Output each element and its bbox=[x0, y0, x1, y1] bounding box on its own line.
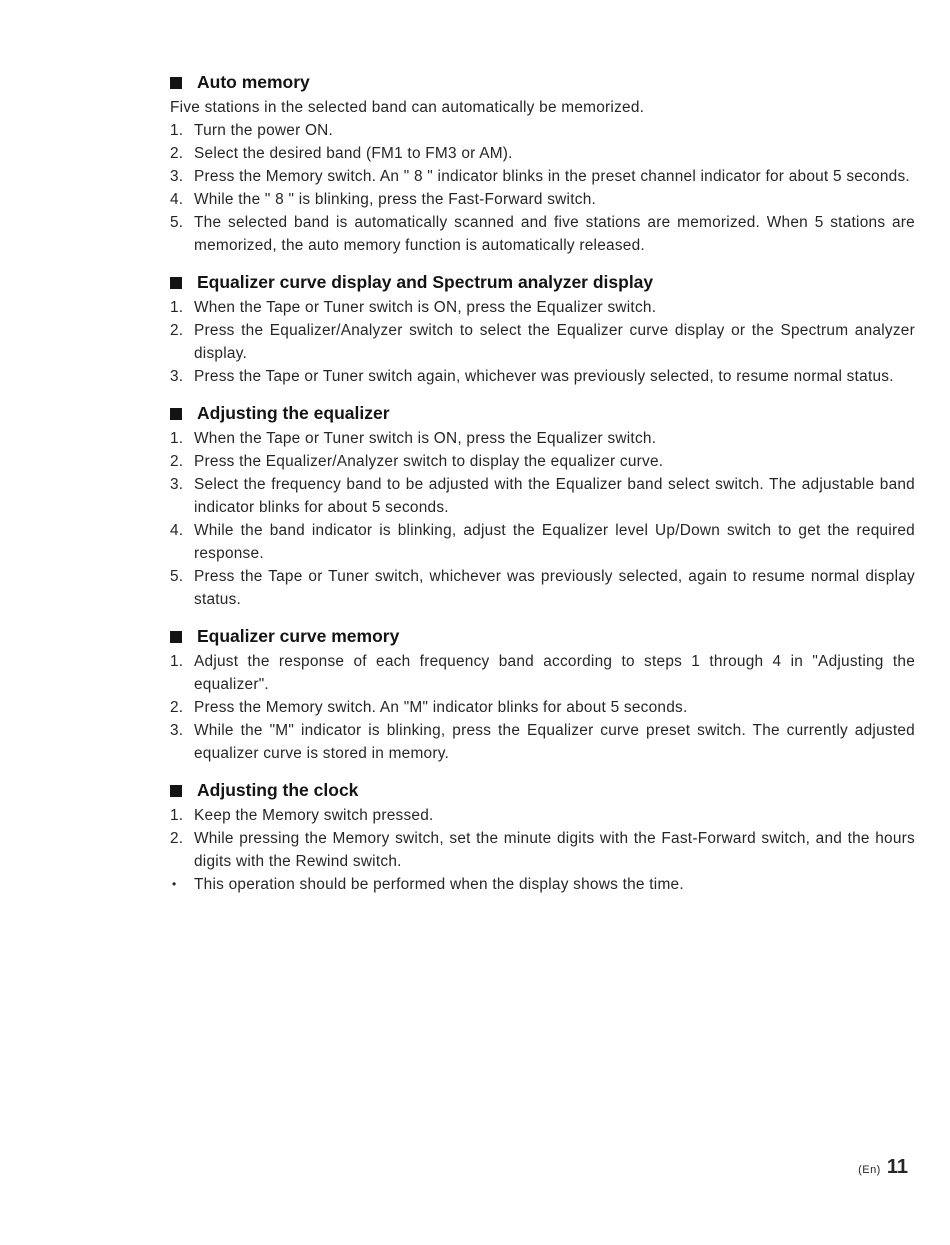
section-intro: Five stations in the selected band can automatically be memorized. bbox=[170, 99, 645, 116]
step-number: 4. bbox=[170, 522, 184, 539]
step-number: 2. bbox=[170, 145, 184, 162]
note-item bbox=[170, 873, 915, 896]
step-text: Press the Memory switch. An "M" indicator blinks for about 5 seconds. bbox=[194, 699, 688, 716]
step-number: 3. bbox=[170, 722, 184, 739]
heading-text: Adjusting the equalizer bbox=[197, 403, 390, 423]
step-text: Press the Memory switch. An " 8 " indicator blinks in the preset channel indicator for about 5 seconds. bbox=[194, 168, 910, 185]
step-text: While the band indicator is blinking, adjust the Equalizer level Up/Down switch to get the required response. bbox=[194, 522, 915, 562]
square-bullet-icon bbox=[170, 785, 182, 797]
step-text: When the Tape or Tuner switch is ON, press the Equalizer switch. bbox=[194, 430, 657, 447]
step-number: 5. bbox=[170, 568, 184, 585]
step-item bbox=[170, 565, 915, 611]
step-number: 1. bbox=[170, 653, 184, 670]
step-item bbox=[170, 519, 915, 565]
section-heading bbox=[170, 401, 915, 426]
step-list bbox=[170, 296, 915, 388]
square-bullet-icon bbox=[170, 631, 182, 643]
step-text: Press the Tape or Tuner switch again, whichever was previously selected, to resume normal status. bbox=[194, 368, 894, 385]
step-text: Press the Equalizer/Analyzer switch to select the Equalizer curve display or the Spectrum analyzer display. bbox=[194, 322, 915, 362]
step-text: While pressing the Memory switch, set the minute digits with the Fast-Forward switch, and the hours digits with the Rewind switch. bbox=[194, 830, 915, 870]
step-text: While the "M" indicator is blinking, press the Equalizer curve preset switch. The currently adjusted equalizer curve is stored in memory. bbox=[194, 722, 915, 762]
step-number: 2. bbox=[170, 830, 184, 847]
square-bullet-icon bbox=[170, 408, 182, 420]
step-number: 5. bbox=[170, 214, 184, 231]
section-heading bbox=[170, 778, 915, 803]
step-item bbox=[170, 427, 915, 450]
page-footer bbox=[858, 1156, 908, 1179]
step-list bbox=[170, 650, 915, 765]
document-page bbox=[170, 70, 915, 909]
page-number: 11 bbox=[886, 1156, 908, 1178]
step-text: Press the Tape or Tuner switch, whichever was previously selected, again to resume normal display status. bbox=[194, 568, 915, 608]
step-number: 2. bbox=[170, 322, 184, 339]
step-list bbox=[170, 427, 915, 611]
heading-text: Equalizer curve memory bbox=[197, 626, 400, 646]
language-code: (En) bbox=[858, 1164, 881, 1176]
section-adjusting-equalizer bbox=[170, 401, 915, 611]
step-number: 3. bbox=[170, 476, 184, 493]
step-item bbox=[170, 211, 915, 257]
step-item bbox=[170, 188, 915, 211]
note-text: This operation should be performed when the display shows the time. bbox=[194, 876, 684, 893]
step-item bbox=[170, 450, 915, 473]
step-item bbox=[170, 719, 915, 765]
section-heading bbox=[170, 70, 915, 95]
section-heading bbox=[170, 624, 915, 649]
step-text: Select the desired band (FM1 to FM3 or AM). bbox=[194, 145, 513, 162]
section-equalizer-display bbox=[170, 270, 915, 388]
step-item bbox=[170, 827, 915, 873]
heading-text: Equalizer curve display and Spectrum analyzer display bbox=[197, 272, 654, 292]
step-text: Keep the Memory switch pressed. bbox=[194, 807, 434, 824]
step-item bbox=[170, 296, 915, 319]
section-adjusting-clock bbox=[170, 778, 915, 896]
step-text: The selected band is automatically scanned and five stations are memorized. When 5 stations are memorized, the auto memory function is automatically released. bbox=[194, 214, 915, 254]
step-item bbox=[170, 165, 915, 188]
step-text: Select the frequency band to be adjusted with the Equalizer band select switch. The adjustable band indicator blinks for about 5 seconds. bbox=[194, 476, 915, 516]
step-number: 3. bbox=[170, 368, 184, 385]
step-number: 1. bbox=[170, 430, 184, 447]
step-number: 3. bbox=[170, 168, 184, 185]
step-item bbox=[170, 696, 915, 719]
step-text: When the Tape or Tuner switch is ON, press the Equalizer switch. bbox=[194, 299, 657, 316]
step-item bbox=[170, 473, 915, 519]
step-number: 1. bbox=[170, 807, 184, 824]
square-bullet-icon bbox=[170, 277, 182, 289]
step-text: Press the Equalizer/Analyzer switch to display the equalizer curve. bbox=[194, 453, 664, 470]
step-text: Turn the power ON. bbox=[194, 122, 334, 139]
step-item bbox=[170, 142, 915, 165]
step-item bbox=[170, 365, 915, 388]
section-equalizer-memory bbox=[170, 624, 915, 765]
heading-text: Adjusting the clock bbox=[197, 780, 359, 800]
section-heading bbox=[170, 270, 915, 295]
step-item bbox=[170, 804, 915, 827]
step-number: 2. bbox=[170, 453, 184, 470]
step-text: While the " 8 " is blinking, press the Fast-Forward switch. bbox=[194, 191, 597, 208]
step-list bbox=[170, 119, 915, 257]
step-item bbox=[170, 650, 915, 696]
step-number: 1. bbox=[170, 299, 184, 316]
step-list bbox=[170, 804, 915, 873]
step-number: 2. bbox=[170, 699, 184, 716]
section-auto-memory bbox=[170, 70, 915, 257]
step-text: Adjust the response of each frequency band according to steps 1 through 4 in "Adjusting the equalizer". bbox=[194, 653, 915, 693]
square-bullet-icon bbox=[170, 77, 182, 89]
step-item bbox=[170, 119, 915, 142]
step-number: 1. bbox=[170, 122, 184, 139]
step-item bbox=[170, 319, 915, 365]
heading-text: Auto memory bbox=[197, 72, 310, 92]
step-number: 4. bbox=[170, 191, 184, 208]
bullet-dot-icon: • bbox=[172, 877, 177, 891]
